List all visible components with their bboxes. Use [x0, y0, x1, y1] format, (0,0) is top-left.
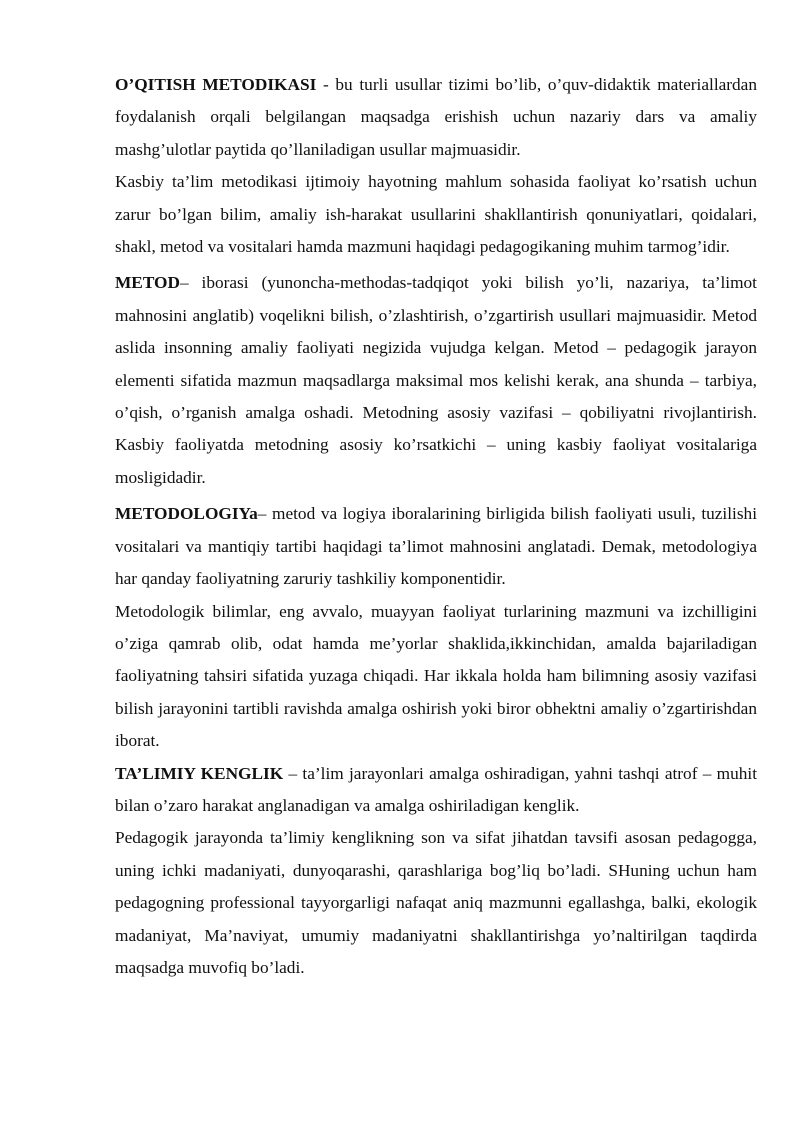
paragraph-pedagogik-jarayon — [115, 822, 757, 984]
body-text: Kasbiy ta’lim metodikasi ijtimoiy hayotning mahlum sohasida faoliyat ko’rsatish uchun zarur bo’lgan bilim, amaliy ish-harakat usullarini shakllantirish qonuniyatlari, qoidalari, shakl, metod va vositalari hamda mazmuni haqidagi pedagogikaning muhim tarmog’idir. — [115, 172, 757, 257]
term-metodologiya: METODOLOGIYa — [115, 504, 258, 524]
definition-text: – metod va logiya iboralarining birligida bilish faoliyati usuli, tuzilishi vositalari va mantiqiy tartibi haqidagi ta’limot mahnosini anglatadi. Demak, metodologiya har qanday faoliyatning zaruriy tashkiliy komponentidir. — [115, 504, 757, 589]
body-text: Metodologik bilimlar, eng avvalo, muayyan faoliyat turlarining mazmuni va izchilligini o’ziga qamrab olib, odat hamda me’yorlar shaklida,ikkinchidan, amalda bajariladigan faoliyatning tahsiri sifatida yuzaga chiqadi. Har ikkala holda ham bilimning asosiy vazifasi bilish jarayonini tartibli ravishda amalga oshirish yoki biror obhektni amaliy o’zgartirishdan iborat. — [115, 601, 757, 751]
definition-text: - bu turli usullar tizimi bo’lib, o’quv-didaktik materiallardan foydalanish orqali belgilangan maqsadga erishish uchun nazariy dars va amaliy mashg’ulotlar paytida qo’llaniladigan usullar majmuasidir. — [115, 75, 757, 159]
paragraph-kasbiy-talim — [115, 166, 757, 263]
definition-text: – iborasi (yunoncha-methodas-tadqiqot yoki bilish yo’li, nazariya, ta’limot mahnosini anglatib) voqelikni bilish, o’zlashtirish, o’zgartirish usullari majmuasidir. Metod aslida insonning amaliy faoliyati negizida vujudga kelgan. Metod – pedagogik jarayon elementi sifatida mazmun maqsadlarga maksimal mos kelishi kerak, ana shunda – tarbiya, o’qish, o’rganish amalga oshadi. Metodning asosiy vazifasi – qobiliyatni rivojlantirish. Kasbiy faoliyatda metodning asosiy ko’rsatkichi – uning kasbiy faoliyat vositalariga mosligidadir. — [115, 273, 757, 487]
document-page — [115, 69, 757, 984]
body-text: Pedagogik jarayonda ta’limiy kenglikning son va sifat jihatdan tavsifi asosan pedagogga, uning ichki madaniyati, dunyoqarashi, qarashlariga bog’liq bo’ladi. SHuning uchun ham pedagogning professional tayyorgarligi nafaqat aniq mazmunni egallashga, balki, ekologik madaniyat, Ma’naviyat, umumiy madaniyatni shakllantirishga yo’naltirilgan taqdirda maqsadga muvofiq bo’ladi. — [115, 828, 757, 977]
term-talimiy-kenglik: TA’LIMIY KENGLIK — [115, 763, 284, 783]
definition-text: – ta’lim jarayonlari amalga oshiradigan, yahni tashqi atrof – muhit bilan o’zaro harakat anglanadigan va amalga oshiriladigan kenglik. — [115, 763, 757, 815]
paragraph-talimiy-kenglik — [115, 758, 757, 823]
paragraph-oqitish-metodikasi — [115, 69, 757, 166]
term-oqitish-metodikasi: O’QITISH METODIKASI — [115, 75, 317, 94]
paragraph-metodologiya — [115, 498, 757, 595]
paragraph-metodologik-bilimlar — [115, 596, 757, 758]
term-metod: METOD — [115, 273, 180, 293]
paragraph-metod — [115, 267, 757, 494]
